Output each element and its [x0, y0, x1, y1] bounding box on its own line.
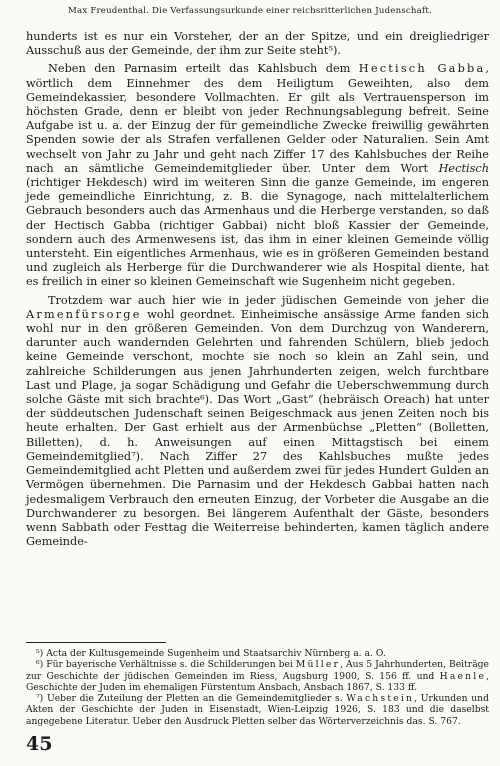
- p3-text-a: Trotzdem war auch hier wie in jeder jüdischen Gemeinde von jeher die: [48, 293, 489, 307]
- footnote-6: [26, 659, 489, 693]
- p2-text-c: , wörtlich dem Einnehmer des dem Heiligtum Geweihten, also dem Gemeindekassier, besondere Vollmachten. Er gilt als Vertrauensperson im höchsten Grade, denn er bleibt von jeder Rechnungsablegung befreit. Seine Aufgabe ist u. a. der Einzug der für gemeindliche Zwecke freiwillig gewährten Spenden sowie der als Strafen verfallenen Gelder oder Naturalien. Sein Amt wechselt von Jahr zu Jahr und geht nach Ziffer 17 des Kahlsbuches der Reihe nach an sämtliche Gemeindemitglieder über. Unter dem Wort: [26, 62, 489, 175]
- footnote-5: ⁵) Acta der Kultusgemeinde Sugenheim und Staatsarchiv Nürnberg a. a. O.: [36, 648, 386, 659]
- fn6-text-e: , Geschichte der Juden im ehemaligen Fürstentum Ansbach, Ansbach 1867, S. 133 ff.: [26, 670, 489, 693]
- fn6-text-c: , Aus 5 Jahrhunderten, Beiträge zur Geschichte der jüdischen Gemeinden im Riess, Augsburg 1900, S. 156 ff. und: [26, 659, 489, 682]
- p2-term-hectisch-gabba: Hectisch Gabba: [358, 62, 486, 76]
- footnote-rule: [26, 642, 166, 643]
- fn6-text-a: ⁶) Für bayerische Verhältnisse s. die Schilderungen bei: [36, 659, 296, 671]
- paragraph-1: hunderts ist es nur ein Vorsteher, der an der Spitze, und ein dreigliedriger Ausschuß aus der Gemeinde, der ihm zur Seite steht⁵).: [26, 30, 489, 58]
- p2-text-e: (richtiger Hekdesch) wird im weiteren Sinn die ganze Gemeinde, im engeren jede gemeindliche Einrichtung, z. B. die Synagoge, nach mittelalterlichem Gebrauch besonders auch das Armenhaus und die Herberge verstanden, so daß der Hectisch Gabba (richtiger Gabbai) nicht bloß Kassier der Gemeinde, sondern auch des Armenwesens ist, das ihm in einer kleinen Gemeinde völlig untersteht. Ein eigentliches Armenhaus, wie es in größeren Gemeinden bestand und zugleich als Herberge für die Durchwanderer wie als Hospital diente, hat es freilich in einer so kleinen Gemeinschaft wie Sugenheim nicht gegeben.: [26, 176, 489, 289]
- fn6-author-mueller: Müller: [295, 659, 341, 671]
- fn7-text-a: ⁷) Ueber die Zuteilung der Pletten an die Gemeindemitglieder s.: [36, 693, 347, 705]
- p2-text-a: Neben den Parnasim erteilt das Kahlsbuch dem: [48, 62, 359, 76]
- running-head: Max Freudenthal. Die Verfassungsurkunde einer reichsritterlichen Judenschaft.: [68, 6, 432, 16]
- paragraph-2: [26, 62, 489, 289]
- footnotes: [26, 648, 489, 727]
- fn7-author-wachstein: Wachstein: [346, 693, 415, 705]
- p2-term-hectisch: Hectisch: [438, 161, 489, 175]
- p3-term-armenfuersorge: Armenfürsorge: [26, 307, 142, 321]
- fn7-text-c: , Urkunden und Akten der Geschichte der Juden in Eisenstadt, Wien-Leipzig 1926, S. 183 und die daselbst angegebene Literatur. Ueber den Ausdruck Pletten selber das Wörterverzeichnis das. S. 767.: [26, 693, 489, 727]
- paragraph-3: [26, 294, 489, 550]
- fn6-author-haenle: Haenle: [439, 670, 487, 682]
- page-number: 45: [26, 733, 53, 755]
- footnote-7: [26, 693, 489, 727]
- p3-text-c: wohl geordnet. Einheimische ansässige Arme fanden sich wohl nur in den größeren Gemeinden. Von dem Durchzug von Wanderern, darunter auch wandernden Gelehrten und fahrenden Schülern, blieb jedoch keine Gemeinde verschont, mochte sie noch so klein an Zahl sein, und zahlreiche Schilderungen aus jenen Jahrhunderten zeigen, welch furchtbare Last und Plage, ja sogar Schädigung und Gefahr die Ueberschwemmung durch solche Gäste mit sich brachte⁶). Das Wort „Gast“ (hebräisch Oreach) hat unter der süddeutschen Judenschaft seinen Beigeschmack aus jenen Zeiten noch bis heute erhalten. Der Gast erhielt aus der Armenbüchse „Pletten“ (Bolletten, Billetten), d. h. Anweisungen auf einen Mittagstisch bei einem Gemeindemitglied⁷). Nach Ziffer 27 des Kahlsbuches mußte jedes Gemeindemitglied acht Pletten und außerdem zwei für jedes Hundert Gulden an Vermögen übernehmen. Die Parnasim und der Hekdesch Gabbai hatten nach jedesmaligem Verbrauch den erneuten Einzug, der Vorbeter die Ausgabe an die Durchwanderer zu besorgen. Bei längerem Aufenthalt der Gäste, besonders wenn Sabbath oder Festtag die Weiterreise behinderten, kamen täglich andere Gemeinde-: [26, 307, 489, 549]
- main-text: [26, 30, 489, 549]
